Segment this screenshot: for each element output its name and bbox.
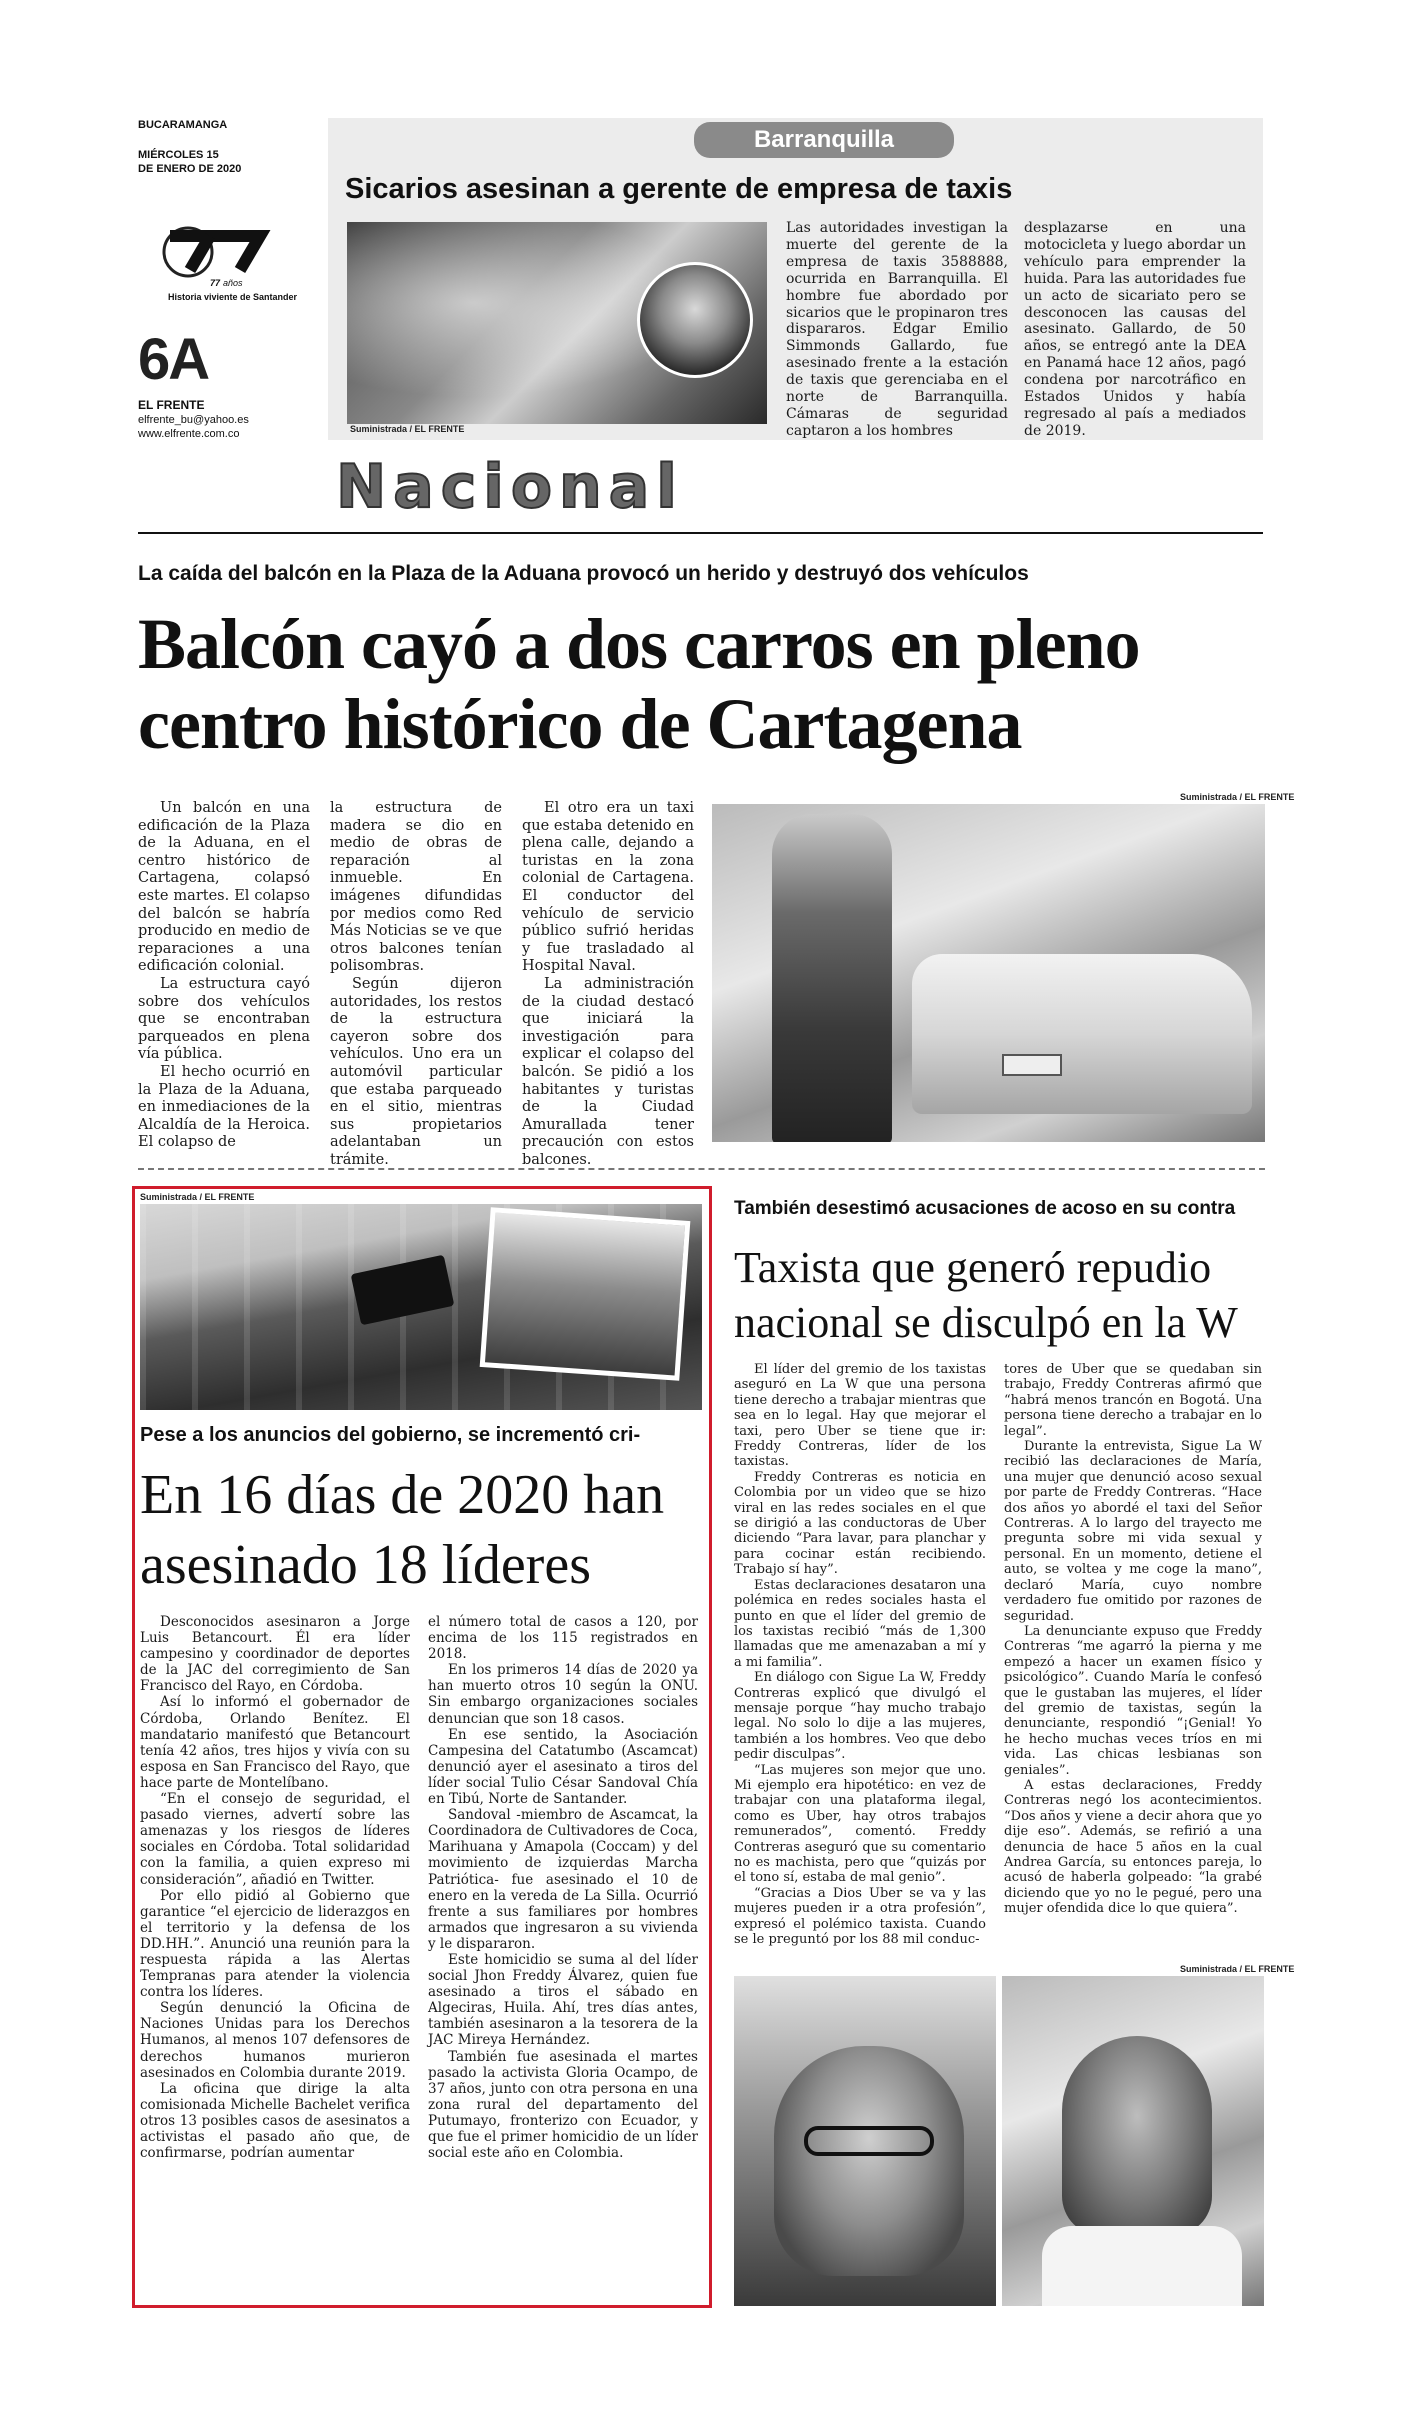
main-col3-p1: El otro era un taxi que estaba detenido en plena calle, dejando a turistas en la zona colonial de Cartagena. El conductor del vehículo de servicio público sufrió heridas y fue trasladado al Hospital Naval. [522, 800, 694, 975]
taxi-story-col-2 [1004, 1362, 1262, 1917]
taxi-headline-line-2: nacional se disculpó en la W [734, 1298, 1238, 1347]
top-story-kicker: Barranquilla [694, 122, 954, 158]
page-number: 6A [138, 327, 209, 392]
main-story-kicker: La caída del balcón en la Plaza de la Aduana provocó un herido y destruyó dos vehículos [138, 562, 1029, 585]
main-story-divider [138, 1168, 1265, 1170]
taxi-col2-p4: A estas declaraciones, Freddy Contreras negó los acontecimientos. “Dos años y viene a decir ahora que yo dije eso”. Además, se refirió a una denuncia de hace 5 años en la cual Andrea García, su entonces pareja, lo acusó de haberla golpeado: “la grabé diciendo que yo no le pegué, pero una mujer ofendida dice lo que quiera”. [1004, 1777, 1262, 1917]
paper-name: EL FRENTE [138, 398, 205, 412]
leaders-col2-p1: el número total de casos a 120, por encima de los 115 registrados en 2018. [428, 1614, 698, 1663]
paper-email: elfrente_bu@yahoo.es [138, 414, 249, 426]
anniversary-logo [150, 222, 290, 302]
top-story-credit: Suministrada / EL FRENTE [350, 424, 465, 434]
main-story-credit: Suministrada / EL FRENTE [1180, 792, 1295, 802]
taxi-col1-p5: “Las mujeres son mejor que uno. Mi ejemplo era hipotético: en vez de trabajar con una plataforma ilegal, como es Uber, hay otros trabajos remunerados”, comentó. Freddy Contreras aseguró que su comentario no es machista, pero que “quizás por el tono sí, estaba de mal genio”. [734, 1762, 986, 1886]
taxi-story-credit: Suministrada / EL FRENTE [1180, 1964, 1295, 1974]
date-line-1: MIÉRCOLES 15 [138, 149, 219, 161]
taxi-story-kicker: También desestimó acusaciones de acoso en su contra [734, 1198, 1236, 1219]
main-col1-p3: El hecho ocurrió en la Plaza de la Aduana, en inmediaciones de la Alcaldía de la Heroica. El colapso de [138, 1063, 310, 1151]
leaders-story-photo [140, 1204, 702, 1410]
main-col1-p2: La estructura cayó sobre dos vehículos que se encontraban parqueados en plena vía pública. [138, 975, 310, 1063]
main-story-photo [712, 804, 1265, 1142]
leaders-headline-line-2: asesinado 18 líderes [140, 1534, 591, 1596]
license-plate [1002, 1054, 1062, 1076]
victim-portrait-inset [637, 262, 753, 378]
damaged-car-shape [912, 954, 1252, 1114]
leaders-col1-p2: Así lo informó el gobernador de Córdoba, Orlando Benítez. El mandatario manifestó que Betancourt tenía 42 años, tres hijos y vivía con su esposa en San Francisco del Rayo, que hace parte de Montelíbano. [140, 1694, 410, 1791]
top-story-col-2: desplazarse en una motocicleta y luego abordar un vehículo para emprender la huida. Para las autoridades fue un acto de sicariato pero se desconocen las causas del asesinato. Gallardo, de 50 años, se entregó ante la DEA en Panamá hace 12 años, pagó condena por narcotráfico en Estados Unidos y había regresado al país a mediados de 2019. [1024, 220, 1246, 439]
leaders-col2-p2: En los primeros 14 días de 2020 ya han muerto otros 10 según la ONU. Sin embargo organizaciones sociales denuncian que son 18 casos. [428, 1662, 698, 1727]
police-officer-figure [772, 814, 892, 1142]
leaders-story-headline [140, 1460, 710, 1600]
anniversary-logo-shape [150, 222, 290, 302]
leaders-story-col-2 [428, 1614, 698, 2161]
taxi-col2-p3: La denunciante expuso que Freddy Contreras “me agarró la pierna y me empezó a hacer un examen físico y psicológico”. Cuando María le confesó que le gustaban las mujeres, el líder del gremio de taxistas, según la denunciante, respondió “¡Genial! Yo he hecho muchas veces tríos en mi vida. Las chicas lesbianas son geniales”. [1004, 1623, 1262, 1778]
taxi-col2-p1: tores de Uber que se quedaban sin trabajo, Freddy Contreras afirmó que “habrá menos trancón en Bogotá. Una persona tiene derecho a trabajar en lo legal”. [1004, 1362, 1262, 1439]
taxi-col1-p2: Freddy Contreras es noticia en Colombia por un video que se hizo viral en las redes sociales en el que se dirigió a las conductoras de Uber diciendo “Para lavar, para planchar y para cocinar están recibiendo. Trabajo sí hay”. [734, 1469, 986, 1578]
main-headline-line-1: Balcón cayó a dos carros en pleno [138, 604, 1140, 684]
white-shirt-shape [1042, 2226, 1242, 2306]
main-headline-line-2: centro histórico de Cartagena [138, 684, 1022, 764]
main-col3-p2: La administración de la ciudad destacó que iniciará la investigación para explicar el colapso del balcón. Se pidió a los habitantes y turistas de la Ciudad Amurallada tener precaución con estos balcones. [522, 975, 694, 1168]
taxi-col1-p6: “Gracias a Dios Uber se va y las mujeres pueden ir a otra profesión”, expresó el polémico taxista. Cuando se le preguntó por los 88 mil conduc- [734, 1885, 986, 1948]
anniversary-sub: años [223, 278, 243, 288]
main-col2-p1: la estructura de madera se dio en medio de obras de reparación al inmueble. En imágenes difundidas por medios como Red Más Noticias se ve que otros balcones tenían polisombras. [330, 800, 502, 975]
leaders-story-credit: Suministrada / EL FRENTE [140, 1192, 255, 1202]
main-col1-p1: Un balcón en una edificación de la Plaza de la Aduana, en el centro histórico de Cartagena, colapsó este martes. El colapso del balcón se habría producido en medio de reparaciones a una edificación colonial. [138, 800, 310, 975]
main-col2-p2: Según dijeron autoridades, los restos de la estructura cayeron sobre dos vehículos. Uno era un automóvil particular que estaba parqueado en el sitio, mientras sus propietarios adelantaban un trámite. [330, 975, 502, 1168]
section-rule [138, 532, 1263, 534]
leaders-col2-p5: Este homicidio se suma al del líder social Jhon Freddy Álvarez, quien fue asesinado a tiros el sábado en Algeciras, Huila. Ahí, tres días antes, también asesinaron a la tesorera de la JAC Mireya Hernández. [428, 1951, 698, 2049]
leaders-col2-p4: Sandoval -miembro de Ascamcat, la Coordinadora de Cultivadores de Coca, Marihuana y Amapola (Coccam) y del movimiento de izquierdas Marcha Patriótica- fue asesinado el 10 de enero en la vereda de La Silla. Ocurrió frente a sus familiares por hombres armados que ingresaron a su vivienda y le dispararon. [428, 1807, 698, 1952]
taxi-photo-right [1002, 1976, 1264, 2306]
leaders-story-col-1 [140, 1614, 410, 2161]
victim-portrait-photo [480, 1207, 691, 1381]
main-story-col-1 [138, 800, 310, 1152]
anniversary-number [210, 278, 243, 288]
leaders-headline-line-1: En 16 días de 2020 han [140, 1464, 665, 1526]
leaders-col1-p4: Por ello pidió al Gobierno que garantice “el ejercicio de liderazgos en el territorio y la defensa de los DD.HH.”. Anunció una reunión para la respuesta rápida a las Alertas Tempranas para atender la violencia contra los líderes. [140, 1887, 410, 2001]
paper-website: www.elfrente.com.co [138, 428, 240, 440]
city-label: BUCARAMANGA [138, 119, 228, 131]
leaders-col1-p6: La oficina que dirige la alta comisionada Michelle Bachelet verifica otros 13 posibles casos de asesinatos a activistas el pasado año que, de confirmarse, podrían aumentar [140, 2080, 410, 2162]
leaders-col1-p3: “En el consejo de seguridad, el pasado viernes, advertí sobre las amenazas y los riesgos de líderes sociales en Córdoba. Total solidaridad con la familia, a quien expreso mi consideración”, añadió en Twitter. [140, 1791, 410, 1888]
taxi-story-headline [734, 1240, 1264, 1350]
main-story-col-3 [522, 800, 694, 1169]
taxi-col1-p4: En diálogo con Sigue La W, Freddy Contreras explicó que divulgó el mensaje porque “hay mucho trabajo legal. No solo lo dije a las mujeres, también a los hombres. Veo que debo pedir disculpas”. [734, 1670, 986, 1763]
leaders-story-kicker: Pese a los anuncios del gobierno, se incrementó cri- [140, 1424, 641, 1446]
section-title: Nacional [336, 452, 684, 522]
taxi-headline-line-1: Taxista que generó repudio [734, 1243, 1212, 1292]
leaders-col1-p5: Según denunció la Oficina de Naciones Unidas para los Derechos Humanos, al menos 107 defensores de derechos humanos murieron asesinados en Colombia durante 2019. [140, 2000, 410, 2081]
anniversary-tagline: Historia viviente de Santander [168, 292, 298, 302]
taxi-col2-p2: Durante la entrevista, Sigue La W recibió las declaraciones de María, una mujer que denunció acoso sexual por parte de Freddy Contreras. “Hace dos años yo abordé el taxi del Señor Contreras. A lo largo del trayecto me pregunta sobre mi vida sexual y personal. En un momento, detiene el auto, se voltea y me coge la mano”, declaró María, cuyo nombre verdadero fue omitido por razones de seguridad. [1004, 1439, 1262, 1624]
main-story-headline [138, 604, 1268, 764]
leaders-col2-p3: En ese sentido, la Asociación Campesina del Catatumbo (Ascamcat) denunció ayer el asesinato a tiros del líder social Tulio César Sandoval Chía en Tibú, Norte de Santander. [428, 1726, 698, 1808]
anniversary-number-text: 77 [210, 278, 221, 288]
glasses-icon [804, 2126, 934, 2156]
taxi-driver-face-right [1062, 2036, 1212, 2236]
top-story-photo [347, 222, 767, 424]
taxi-photo-left [734, 1976, 996, 2306]
taxi-story-col-1 [734, 1362, 986, 1947]
date-line-2: DE ENERO DE 2020 [138, 163, 242, 175]
main-story-col-2 [330, 800, 502, 1169]
top-story-col-1: Las autoridades investigan la muerte del gerente de la empresa de taxis 3588888, ocurrida en Barranquilla. El hombre fue abordado por sicarios que le propinaron tres dispararos. Edgar Emilio Simmonds Gallardo, fue asesinado frente a la estación de taxis que gerenciaba en el norte de Barranquilla. Cámaras de seguridad captaron a los hombres [786, 220, 1008, 439]
taxi-driver-face-left [774, 2046, 964, 2276]
taxi-col1-p3: Estas declaraciones desataron una polémica en redes sociales hasta el punto en que el líder del gremio de los taxistas recibió “más de 1,300 llamadas que me amenazaban a mí y a mi familia”. [734, 1577, 986, 1670]
taxi-col1-p1: El líder del gremio de los taxistas aseguró en La W que una persona tiene derecho a trabajar mientras que sea en lo legal. Hay que mejorar el taxi, pero Uber se tiene que ir: Freddy Contreras, líder de los taxistas. [734, 1362, 986, 1470]
leaders-col1-p1: Desconocidos asesinaron a Jorge Luis Betancourt. Él era líder campesino y coordinador de deportes de la JAC del corregimiento de San Francisco del Rayo, en Córdoba. [140, 1614, 410, 1695]
top-story-headline: Sicarios asesinan a gerente de empresa de taxis [345, 173, 1013, 205]
leaders-col2-p6: También fue asesinada el martes pasado la activista Gloria Ocampo, de 37 años, junto con otra persona en una zona rural del departamento del Putumayo, fronterizo con Ecuador, y que fue el primer homicidio de un líder social este año en Colombia. [428, 2048, 698, 2162]
